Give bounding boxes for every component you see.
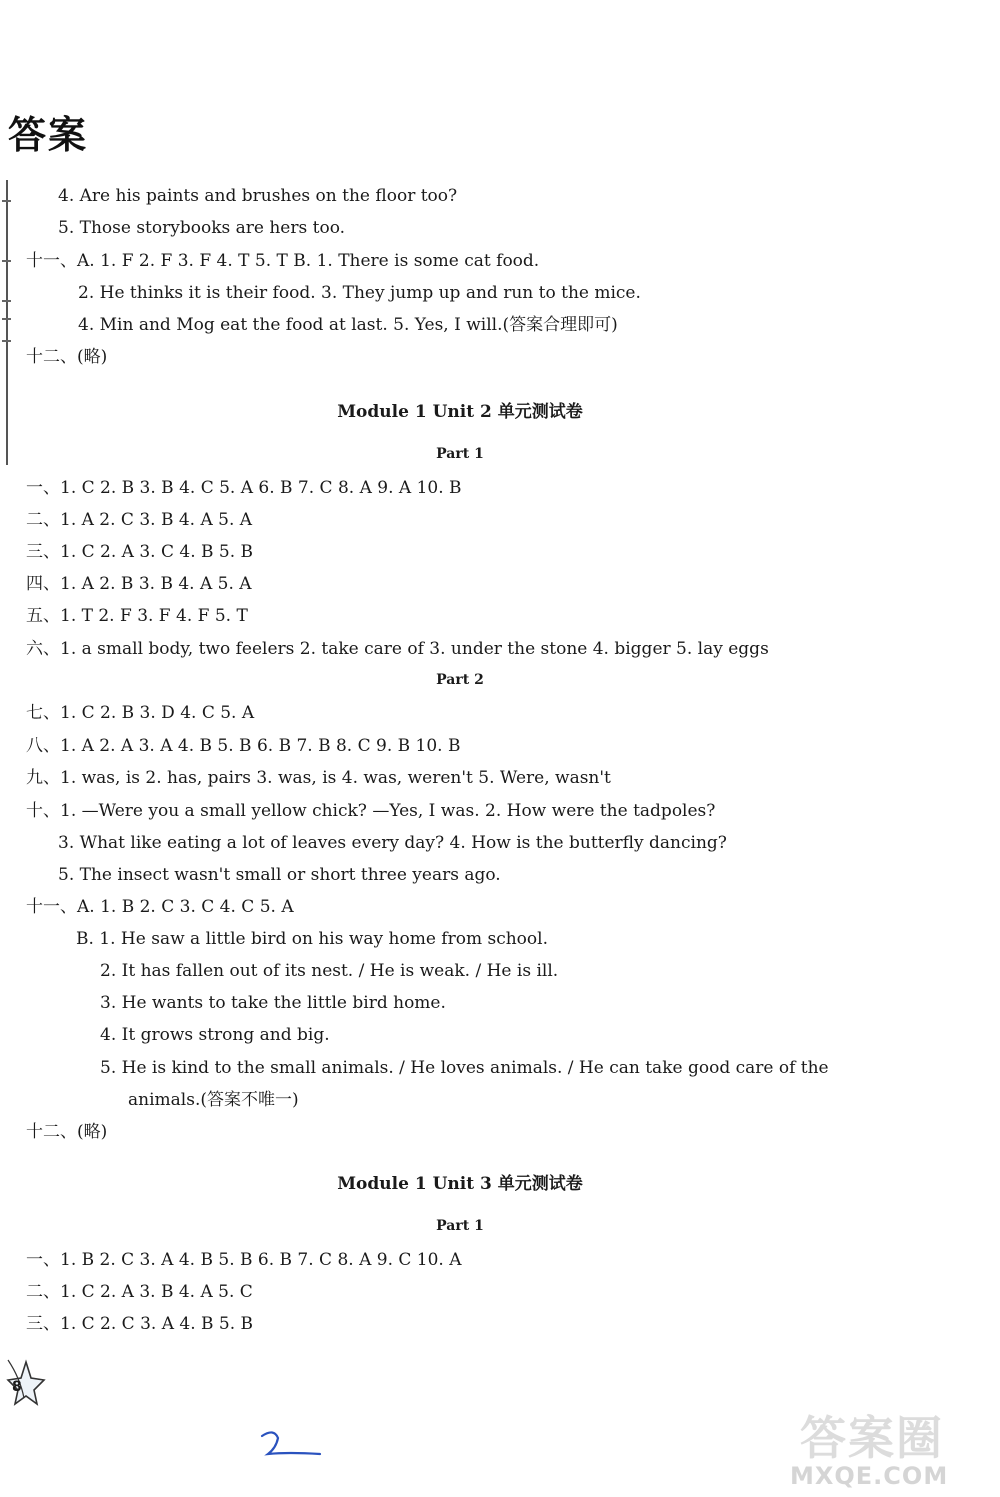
- answer-line: 4. Are his paints and brushes on the floor too?: [58, 186, 458, 206]
- page-title: 答案: [8, 113, 89, 157]
- margin-tick: [2, 318, 11, 320]
- margin-tick: [2, 300, 11, 302]
- section-heading: Module 1 Unit 2 单元测试卷: [337, 402, 583, 422]
- answer-row: 四、1. A 2. B 3. B 4. A 5. A: [26, 574, 252, 594]
- answer-row: 5. The insect wasn't small or short three years ago.: [58, 865, 501, 885]
- watermark-text: MXQE.COM: [790, 1462, 949, 1490]
- part-heading: Part 1: [436, 446, 484, 462]
- margin-tick: [2, 200, 11, 202]
- answer-row: 5. He is kind to the small animals. / He loves animals. / He can take good care of the: [100, 1058, 829, 1078]
- margin-tick: [2, 260, 11, 262]
- answer-row: 2. It has fallen out of its nest. / He is weak. / He is ill.: [100, 961, 559, 981]
- watermark-logo: 答案圈: [800, 1411, 944, 1465]
- answer-row: 三、1. C 2. A 3. C 4. B 5. B: [26, 542, 254, 562]
- answer-line: 十二、(略): [26, 347, 108, 367]
- answer-row: 二、1. C 2. A 3. B 4. A 5. C: [26, 1282, 253, 1302]
- answer-row: 十二、(略): [26, 1122, 108, 1142]
- answer-row: 九、1. was, is 2. has, pairs 3. was, is 4. was, weren't 5. Were, wasn't: [26, 768, 611, 788]
- answer-row: 三、1. C 2. C 3. A 4. B 5. B: [26, 1314, 254, 1334]
- page-number: 8: [12, 1379, 22, 1395]
- answer-line: 4. Min and Mog eat the food at last. 5. Yes, I will.(答案合理即可): [78, 315, 618, 335]
- answer-row: 六、1. a small body, two feelers 2. take care of 3. under the stone 4. bigger 5. lay eggs: [26, 639, 769, 659]
- answer-row: animals.(答案不唯一): [128, 1090, 299, 1110]
- answer-row: B. 1. He saw a little bird on his way home from school.: [76, 929, 548, 949]
- answer-row: 十、1. —Were you a small yellow chick? —Yes, I was. 2. How were the tadpoles?: [26, 801, 716, 821]
- answer-row: 七、1. C 2. B 3. D 4. C 5. A: [26, 703, 255, 723]
- answer-row: 4. It grows strong and big.: [100, 1025, 330, 1045]
- margin-rule: [6, 180, 8, 465]
- answer-row: 一、1. C 2. B 3. B 4. C 5. A 6. B 7. C 8. A 9. A 10. B: [26, 478, 462, 498]
- answer-line: 5. Those storybooks are hers too.: [58, 218, 346, 238]
- answer-row: 3. What like eating a lot of leaves every day? 4. How is the butterfly dancing?: [58, 833, 727, 853]
- answer-row: 二、1. A 2. C 3. B 4. A 5. A: [26, 510, 253, 530]
- answer-row: 五、1. T 2. F 3. F 4. F 5. T: [26, 606, 248, 626]
- margin-tick: [2, 340, 11, 342]
- handwritten-mark-icon: [258, 1428, 328, 1458]
- answer-line: 十一、A. 1. F 2. F 3. F 4. T 5. T B. 1. There is some cat food.: [26, 251, 540, 271]
- section-heading: Module 1 Unit 3 单元测试卷: [337, 1174, 583, 1194]
- answer-line: 2. He thinks it is their food. 3. They jump up and run to the mice.: [78, 283, 641, 303]
- part-heading: Part 1: [436, 1218, 484, 1234]
- part-heading: Part 2: [436, 672, 484, 688]
- answer-row: 八、1. A 2. A 3. A 4. B 5. B 6. B 7. B 8. C 9. B 10. B: [26, 736, 461, 756]
- answer-row: 3. He wants to take the little bird home.: [100, 993, 446, 1013]
- answer-row: 一、1. B 2. C 3. A 4. B 5. B 6. B 7. C 8. A 9. C 10. A: [26, 1250, 462, 1270]
- answer-row: 十一、A. 1. B 2. C 3. C 4. C 5. A: [26, 897, 294, 917]
